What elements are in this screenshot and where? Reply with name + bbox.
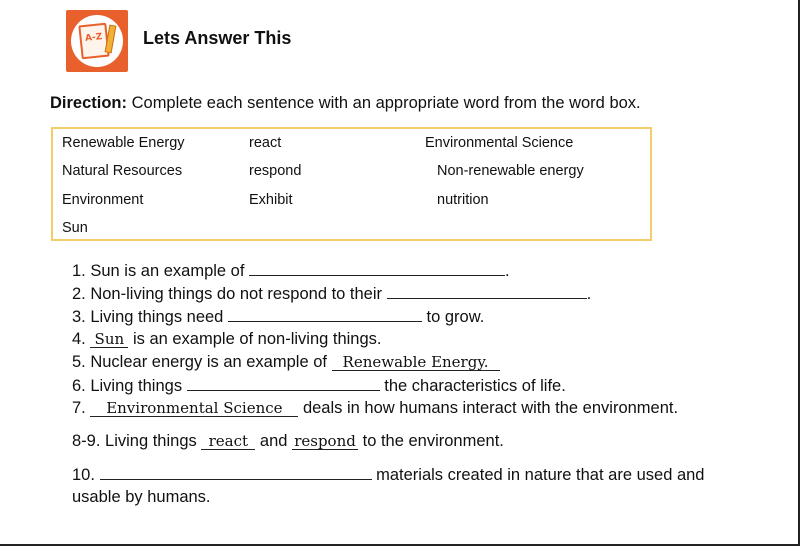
question-text: is an example of non-living things. <box>128 330 382 348</box>
filled-answer[interactable]: Environmental Science <box>90 400 298 417</box>
question-text: 3. Living things need <box>72 308 228 326</box>
word-box-item: Environmental Science <box>425 135 574 151</box>
word-box-item: Environment <box>62 192 144 208</box>
word-box-item: nutrition <box>437 192 489 208</box>
question-text: 5. Nuclear energy is an example of <box>72 353 332 371</box>
question-text: 6. Living things <box>72 377 187 395</box>
question-text: to the environment. <box>358 432 504 450</box>
notepad-icon <box>78 23 109 60</box>
answer-blank[interactable] <box>187 376 380 391</box>
question-text: 4. <box>72 330 91 348</box>
question-5 <box>72 353 500 372</box>
question-text: 1. Sun is an example of <box>72 262 250 280</box>
question-text: . <box>505 262 510 280</box>
question-text: 8-9. Living things <box>72 432 202 450</box>
az-notepad-logo-icon <box>66 10 128 72</box>
question-text: deals in how humans interact with the environment. <box>298 399 679 417</box>
answer-blank[interactable] <box>249 261 505 276</box>
question-10 <box>72 465 704 485</box>
question-10-continued: usable by humans. <box>72 488 211 506</box>
question-6 <box>72 376 566 396</box>
filled-answer[interactable]: react <box>201 433 255 450</box>
direction <box>50 94 641 113</box>
question-text: the characteristics of life. <box>379 377 566 395</box>
word-box <box>51 127 652 241</box>
question-text: to grow. <box>421 308 485 326</box>
question-8-9 <box>72 432 504 451</box>
word-box-item: Natural Resources <box>62 163 183 179</box>
word-box-item: Exhibit <box>249 192 293 208</box>
word-box-item: react <box>249 135 282 151</box>
filled-answer[interactable]: respond <box>292 433 358 450</box>
direction-label: Direction: <box>50 94 128 112</box>
page-title: Lets Answer This <box>143 28 292 48</box>
question-text: . <box>586 285 592 303</box>
question-4 <box>72 330 382 349</box>
filled-answer[interactable]: Sun <box>90 331 128 348</box>
question-3 <box>72 307 484 327</box>
question-text: 7. <box>72 399 91 417</box>
question-1 <box>72 261 510 281</box>
answer-blank[interactable] <box>387 284 587 299</box>
answer-blank[interactable] <box>100 465 372 480</box>
question-text: materials created in nature that are used and <box>371 466 705 484</box>
filled-answer[interactable]: Renewable Energy. <box>332 354 500 371</box>
logo-text: A-Z <box>84 32 103 44</box>
question-7 <box>72 399 678 418</box>
answer-blank[interactable] <box>228 307 422 322</box>
question-2 <box>72 284 591 304</box>
question-text: 10. <box>72 466 100 484</box>
word-box-item: Sun <box>62 220 88 236</box>
word-box-item: respond <box>249 163 302 179</box>
direction-text: Complete each sentence with an appropriate word from the word box. <box>127 94 641 112</box>
word-box-item: Non-renewable energy <box>437 163 584 179</box>
word-box-item: Renewable Energy <box>62 135 185 151</box>
question-text: 2. Non-living things do not respond to their <box>72 285 387 303</box>
question-text: and <box>255 432 293 450</box>
